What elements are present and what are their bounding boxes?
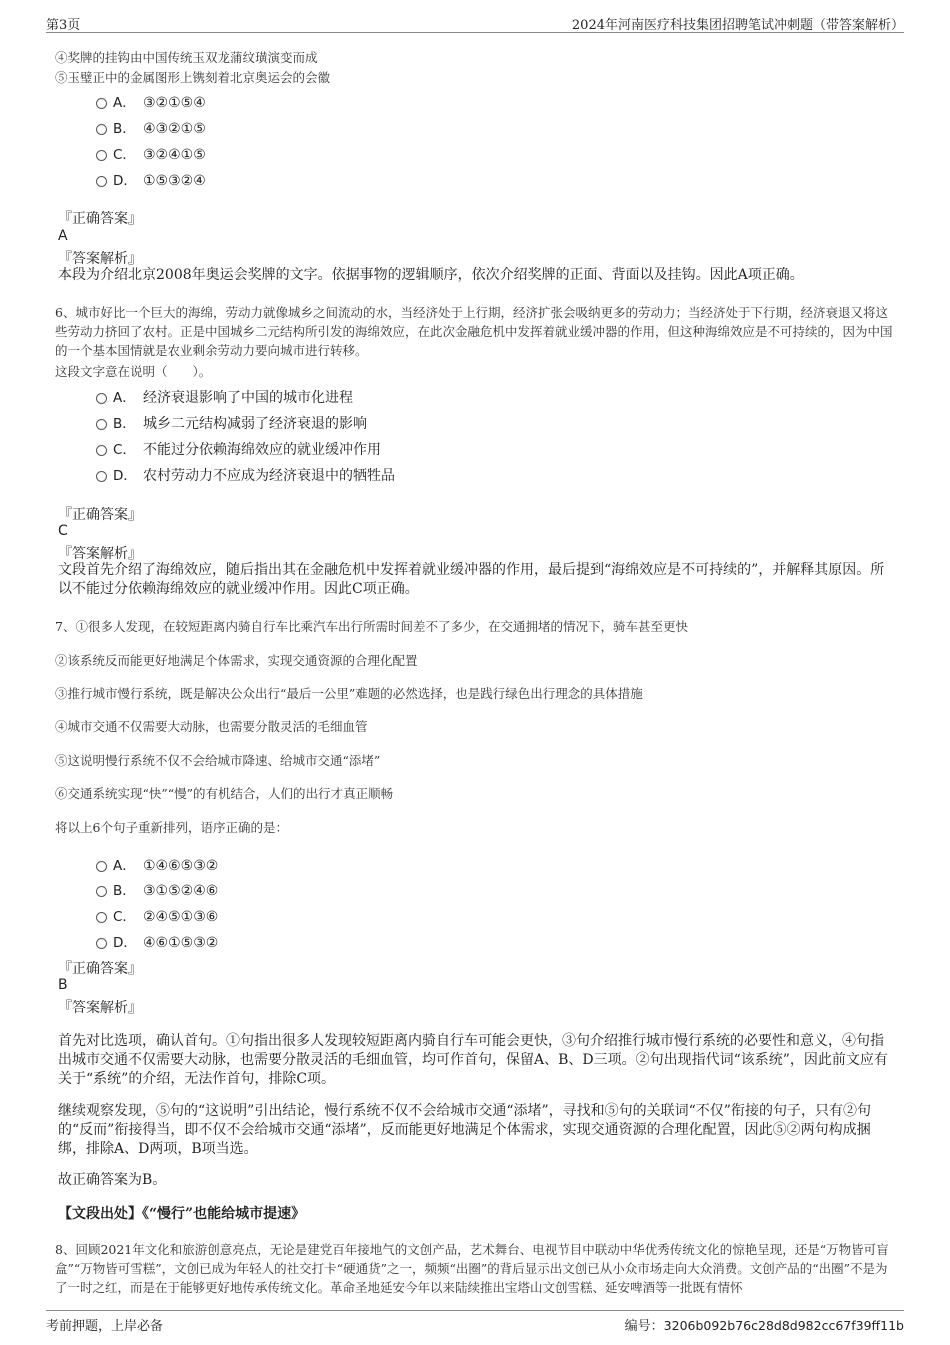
q7-analysis-label: 『答案解析』 [58,1000,142,1016]
radio-icon[interactable] [96,445,107,456]
q6-analysis: 文段首先介绍了海绵效应，随后指出其在金融危机中发挥着就业缓冲器的作用，最后提到“海绵效应是不可持续的”，并解释其原因。所以不能过分依赖海绵效应的就业缓冲作用。因此C项正确。 [58,562,885,597]
q7-option-a[interactable]: A． ①④⑥⑤③② [96,854,218,874]
q6-option-c[interactable]: C． 不能过分依赖海绵效应的就业缓冲作用 [96,438,381,459]
q7-analysis-p1: 首先对比选项，确认首句。①句指出很多人发现较短距离内骑自行车可能会更快，③句介绍推行城市慢行系统的必要性和意义，④句指出城市交通不仅需要大动脉，也需要分散灵活的毛细血管，均可作首句，保留A、B、D三项。②句出现指代词“该系统”，因此前文应有关于“系统”的介绍，无法作首句，排除C项。 [58,1033,888,1087]
radio-icon[interactable] [96,393,107,404]
q5-analysis: 本段为介绍北京2008年奥运会奖牌的文字。依据事物的逻辑顺序，依次介绍奖牌的正面、背面以及挂钩。因此A项正确。 [58,267,804,283]
q8-stem: 8、回顾2021年文化和旅游创意亮点，无论是建党百年接地气的文创产品，艺术舞台、电视节目中联动中华优秀传统文化的惊艳呈现，还是“万物皆可盲盒”“万物皆可雪糕”，文创已成为年轻人的社交打卡“硬通货”之一，频频“出圈”的背后显示出文创已从小众市场走向大众消费。文创产品的“出圈”不是为了一时之红，而是在于能够更好地传承传统文化。革命圣地延安今年以来陆续推出宝塔山文创雪糕、延安啤酒等一批既有情怀 [55,1242,889,1295]
q7-option-c[interactable]: C． ②④⑤①③⑥ [96,905,218,925]
q5-option-d[interactable]: D． ①⑤③②④ [96,169,206,189]
page-header [46,12,904,33]
q7-analysis-p2: 继续观察发现，⑤句的“这说明”引出结论，慢行系统不仅不会给城市交通“添堵”，寻找和⑤句的关联词“不仅”衔接的句子，只有②句的“反而”衔接得当，即不仅不会给城市交通“添堵”，反而能更好地满足个体需求，实现交通资源的合理化配置，因此⑤②两句构成捆绑，排除A、D两项，B项当选。 [58,1103,871,1157]
radio-icon[interactable] [96,861,107,872]
q5-statement-4: ④奖牌的挂钩由中国传统玉双龙蒲纹璜演变而成 [55,50,318,65]
q7-analysis-p3: 故正确答案为B。 [58,1172,167,1188]
q5-option-c[interactable]: C． ③②④①⑤ [96,143,206,163]
radio-icon[interactable] [96,471,107,482]
footer-code: 编号：3206b092b76c28d8d982cc67f39ff11b [624,1318,904,1334]
q6-question: 这段文字意在说明（ ）。 [55,364,212,379]
q6-option-b[interactable]: B． 城乡二元结构减弱了经济衰退的影响 [96,412,367,433]
q7-answer: B [58,977,68,993]
q7-sentence-3: ③推行城市慢行系统，既是解决公众出行“最后一公里”难题的必然选择，也是践行绿色出行理念的具体措施 [55,686,643,701]
q6-option-a[interactable]: A． 经济衰退影响了中国的城市化进程 [96,386,353,407]
q7-sentence-2: ②该系统反而能更好地满足个体需求，实现交通资源的合理化配置 [55,653,418,668]
q7-answer-label: 『正确答案』 [58,961,142,977]
q7-source: 【文段出处】《“慢行”也能给城市提速》 [58,1206,306,1222]
q5-option-a[interactable]: A． ③②①⑤④ [96,91,206,111]
q7-sentence-6: ⑥交通系统实现“快”“慢”的有机结合，人们的出行才真正顺畅 [55,786,394,801]
q7-sentence-5: ⑤这说明慢行系统不仅不会给城市降速、给城市交通“添堵” [55,753,381,768]
q6-stem: 6、城市好比一个巨大的海绵，劳动力就像城乡之间流动的水，当经济处于上行期，经济扩张会吸纳更多的劳动力；当经济处于下行期，经济衰退又将这些劳动力挤回了农村。正是中国城乡二元结构所引发的海绵效应，在此次金融危机中发挥着就业缓冲器的作用，但这种海绵效应是不可持续的，因为中国的一个基本国情就是农业剩余劳动力要向城市进行转移。 [55,305,893,358]
q7-sentence-4: ④城市交通不仅需要大动脉，也需要分散灵活的毛细血管 [55,719,368,734]
page-number: 第3页 [46,18,81,33]
radio-icon[interactable] [96,150,107,161]
radio-icon[interactable] [96,912,107,923]
radio-icon[interactable] [96,124,107,135]
radio-icon[interactable] [96,98,107,109]
q7-sentence-1: 7、①很多人发现，在较短距离内骑自行车比乘汽车出行所需时间差不了多少，在交通拥堵的情况下，骑车甚至更快 [55,619,688,634]
document-title: 2024年河南医疗科技集团招聘笔试冲刺题（带答案解析） [571,18,904,33]
q6-option-d[interactable]: D． 农村劳动力不应成为经济衰退中的牺牲品 [96,464,395,485]
q5-option-b[interactable]: B． ④③②①⑤ [96,117,206,137]
q7-option-d[interactable]: D． ④⑥①⑤③② [96,931,218,951]
q7-question: 将以上6个句子重新排列，语序正确的是： [55,820,288,835]
radio-icon[interactable] [96,176,107,187]
q6-answer: C [58,523,68,539]
q7-option-b[interactable]: B． ③①⑤②④⑥ [96,879,218,899]
radio-icon[interactable] [96,886,107,897]
footer-slogan: 考前押题，上岸必备 [46,1319,164,1334]
radio-icon[interactable] [96,419,107,430]
q5-answer: A [58,228,68,244]
q5-statement-5: ⑤玉璧正中的金属图形上镌刻着北京奥运会的会徽 [55,70,331,85]
q6-answer-label: 『正确答案』 [58,507,142,523]
radio-icon[interactable] [96,938,107,949]
q5-analysis-label: 『答案解析』 [58,251,142,267]
q5-answer-label: 『正确答案』 [58,211,142,227]
page-footer [46,1310,904,1335]
q6-analysis-label: 『答案解析』 [58,546,142,562]
